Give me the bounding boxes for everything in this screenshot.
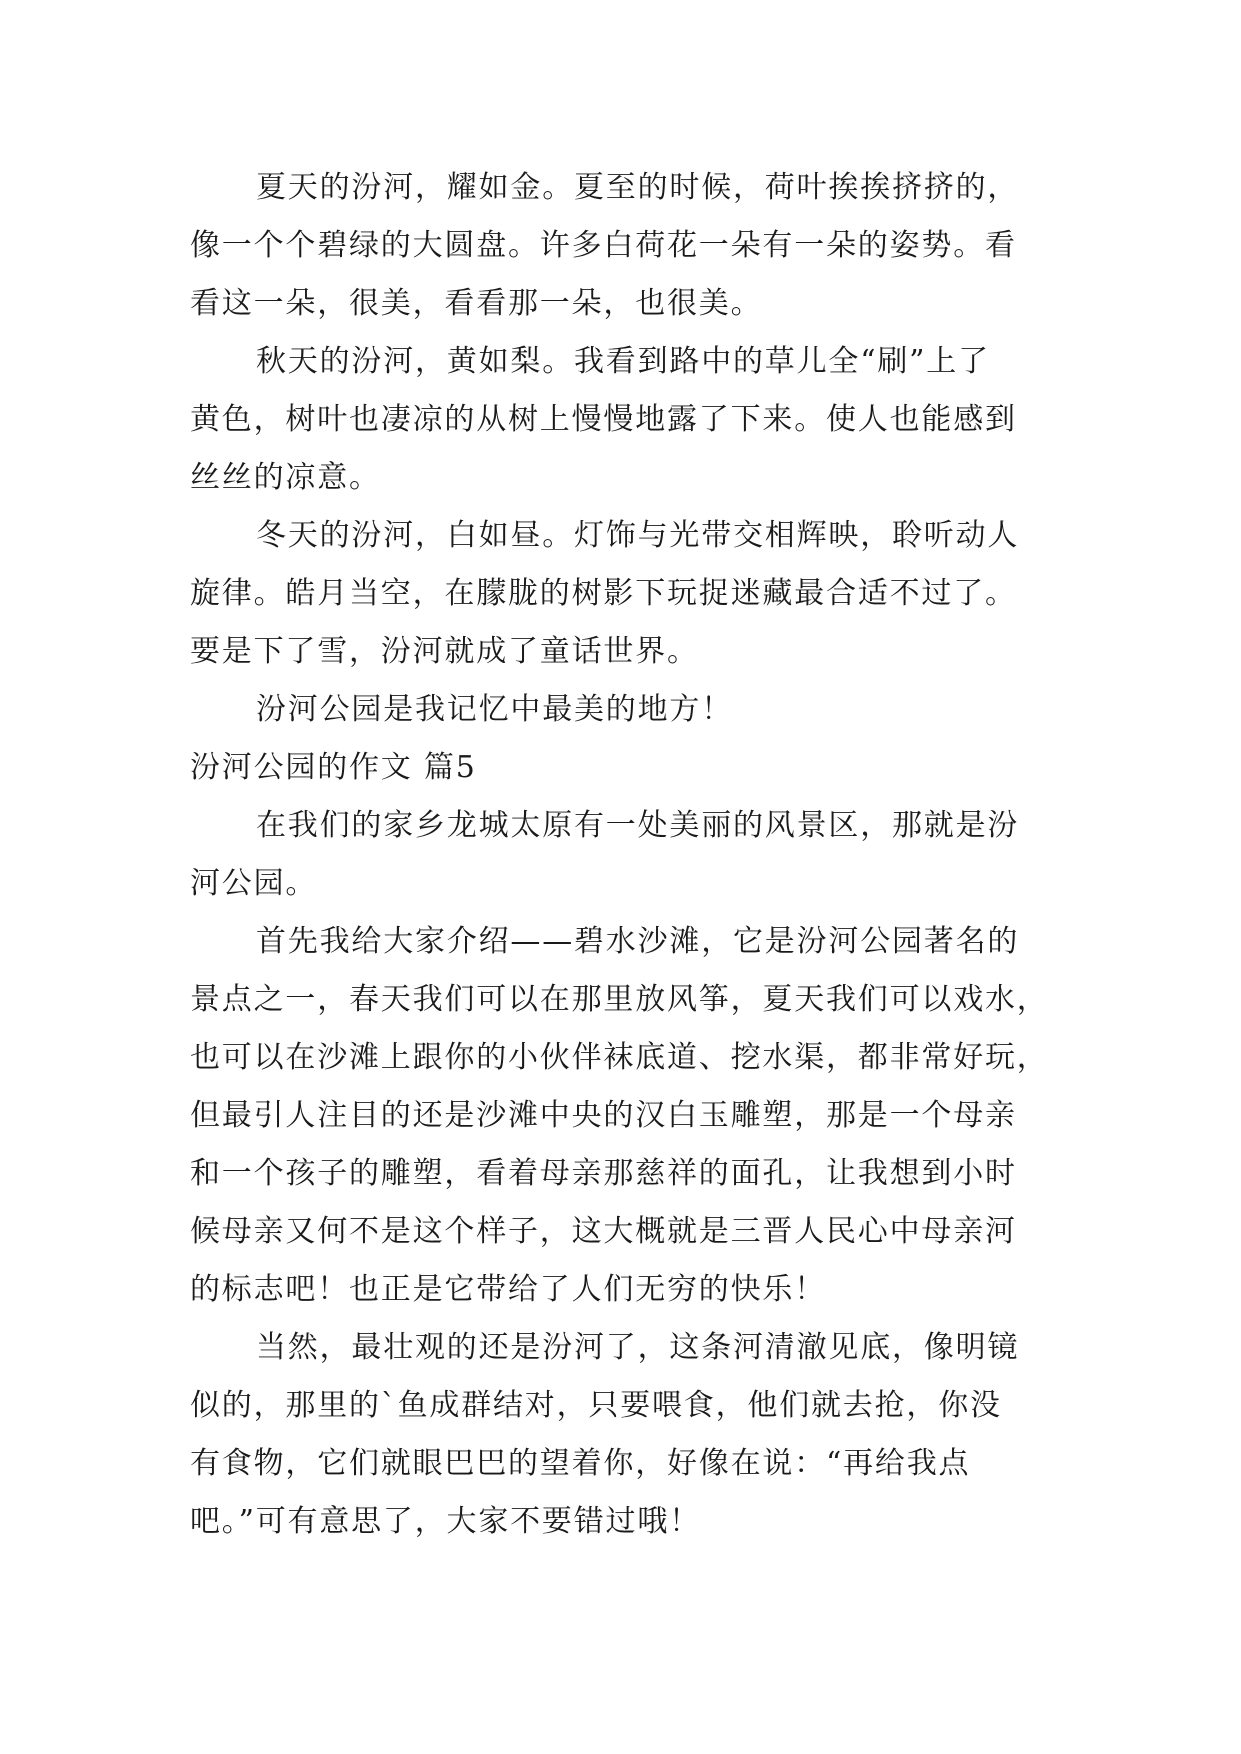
paragraph-winter-line-1: 冬天的汾河，白如昼。灯饰与光带交相辉映，聆听动人 [256, 518, 1020, 553]
paragraph-winter-line-2: 旋律。皓月当空，在朦胧的树影下玩捉迷藏最合适不过了。 [190, 576, 1017, 611]
paragraph-summer-line-3: 看这一朵，很美，看看那一朵，也很美。 [190, 286, 763, 321]
paragraph-river-line-2: 似的，那里的`鱼成群结对，只要喂食，他们就去抢，你没 [190, 1388, 1002, 1423]
paragraph-beach-line-4: 但最引人注目的还是沙滩中央的汉白玉雕塑，那是一个母亲 [190, 1098, 1017, 1133]
paragraph-beach-line-5: 和一个孩子的雕塑，看着母亲那慈祥的面孔，让我想到小时 [190, 1156, 1017, 1191]
paragraph-autumn-line-2: 黄色，树叶也凄凉的从树上慢慢地露了下来。使人也能感到 [190, 402, 1017, 437]
paragraph-beach-line-1: 首先我给大家介绍——碧水沙滩，它是汾河公园著名的 [256, 924, 1020, 959]
paragraph-conclusion: 汾河公园是我记忆中最美的地方！ [256, 692, 733, 727]
paragraph-river-line-3: 有食物，它们就眼巴巴的望着你，好像在说：“再给我点 [190, 1446, 971, 1481]
paragraph-winter-line-3: 要是下了雪，汾河就成了童话世界。 [190, 634, 699, 669]
paragraph-beach-line-3: 也可以在沙滩上跟你的小伙伴袜底道、挖水渠，都非常好玩， [190, 1040, 1049, 1075]
paragraph-summer-line-2: 像一个个碧绿的大圆盘。许多白荷花一朵有一朵的姿势。看 [190, 228, 1017, 263]
paragraph-autumn-line-1: 秋天的汾河，黄如梨。我看到路中的草儿全“刷”上了 [256, 344, 990, 379]
paragraph-beach-line-2: 景点之一，春天我们可以在那里放风筝，夏天我们可以戏水， [190, 982, 1049, 1017]
section-heading: 汾河公园的作文 篇5 [190, 750, 477, 785]
paragraph-beach-line-7: 的标志吧！也正是它带给了人们无穷的快乐！ [190, 1272, 826, 1307]
paragraph-beach-line-6: 候母亲又何不是这个样子，这大概就是三晋人民心中母亲河 [190, 1214, 1017, 1249]
paragraph-river-line-4: 吧。”可有意思了，大家不要错过哦！ [190, 1504, 701, 1539]
paragraph-summer-line-1: 夏天的汾河，耀如金。夏至的时候，荷叶挨挨挤挤的， [256, 170, 1020, 205]
paragraph-intro-line-2: 河公园。 [190, 866, 318, 901]
paragraph-autumn-line-3: 丝丝的凉意。 [190, 460, 381, 495]
paragraph-intro-line-1: 在我们的家乡龙城太原有一处美丽的风景区，那就是汾 [256, 808, 1020, 843]
paragraph-river-line-1: 当然，最壮观的还是汾河了，这条河清澈见底，像明镜 [256, 1330, 1020, 1365]
